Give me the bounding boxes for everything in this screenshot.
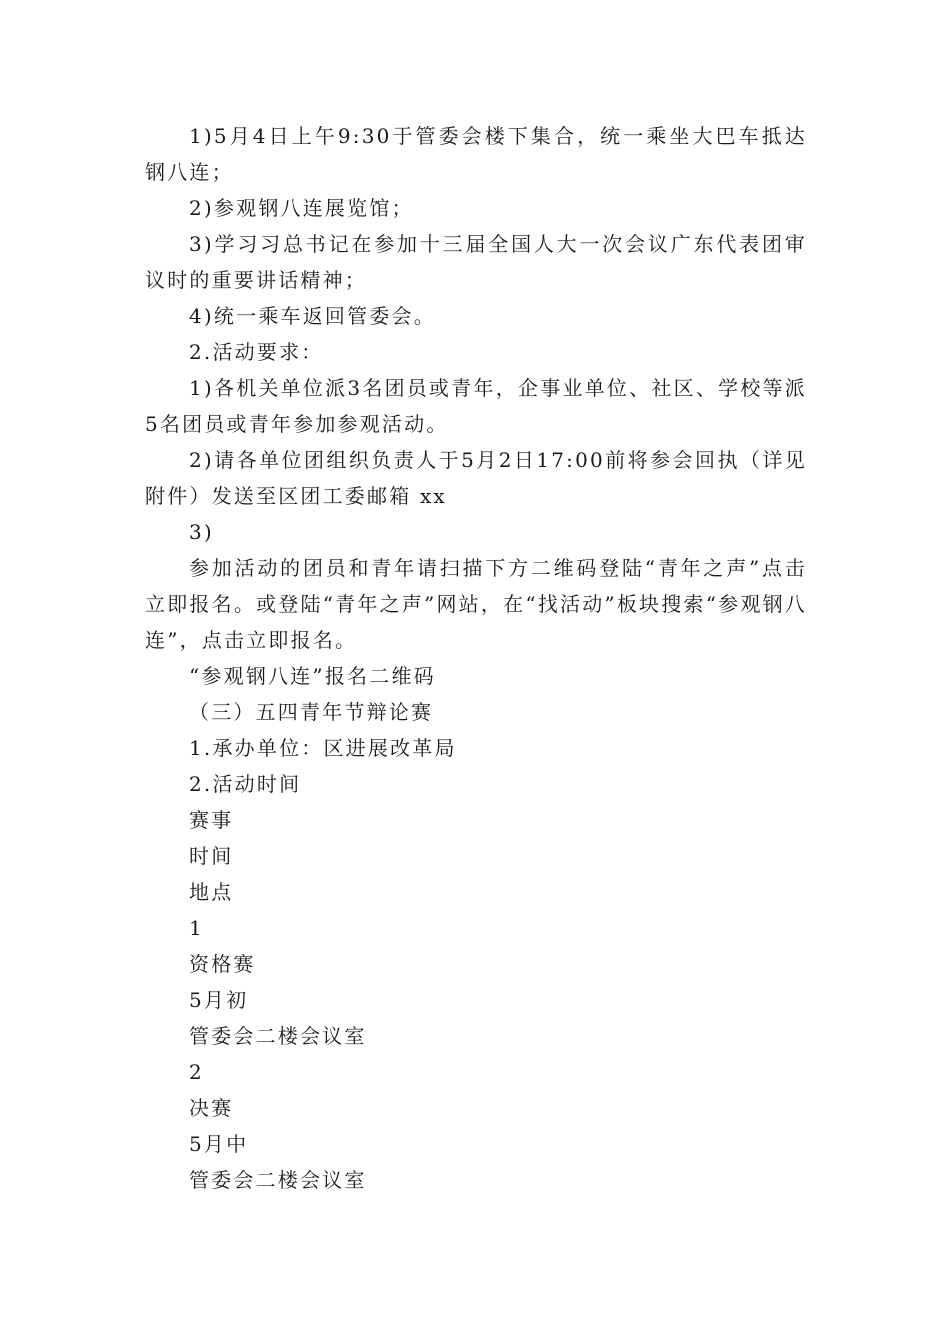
paragraph: 3) [189, 520, 214, 544]
table-header-time: 时间 [189, 844, 234, 868]
document-page [145, 118, 807, 1198]
paragraph: 3)学习习总书记在参加十三届全国人大一次会议广东代表团审议时的重要讲话精神； [145, 232, 807, 292]
table-cell: 2 [189, 1060, 204, 1084]
paragraph: 4)统一乘车返回管委会。 [189, 304, 436, 328]
paragraph: 2)参观钢八连展览馆； [189, 196, 414, 220]
paragraph: 1.承办单位：区进展改革局 [189, 736, 457, 760]
table-cell: 决赛 [189, 1096, 234, 1120]
table-cell: 资格赛 [189, 952, 256, 976]
table-cell: 5月中 [189, 1132, 249, 1156]
paragraph: 2.活动时间 [189, 772, 302, 796]
table-cell: 1 [189, 916, 204, 940]
paragraph: 1)5月4日上午9:30于管委会楼下集合，统一乘坐大巴车抵达钢八连； [145, 124, 807, 184]
table-header-location: 地点 [189, 880, 234, 904]
paragraph: 2)请各单位团组织负责人于5月2日17:00前将参会回执（详见附件）发送至区团工委邮箱 xx [145, 448, 807, 508]
table-cell: 5月初 [189, 988, 249, 1012]
paragraph: 参加活动的团员和青年请扫描下方二维码登陆“青年之声”点击立即报名。或登陆“青年之声”网站，在“找活动”板块搜索“参观钢八连”，点击立即报名。 [145, 556, 807, 652]
paragraph: 2.活动要求： [189, 340, 324, 364]
table-cell: 管委会二楼会议室 [189, 1024, 367, 1048]
paragraph: 1)各机关单位派3名团员或青年，企事业单位、社区、学校等派5名团员或青年参加参观活动。 [145, 376, 807, 436]
table-cell: 管委会二楼会议室 [189, 1168, 367, 1192]
section-heading: （三）五四青年节辩论赛 [189, 700, 434, 724]
table-header-event: 赛事 [189, 808, 234, 832]
qr-code-caption: “参观钢八连”报名二维码 [189, 664, 436, 688]
